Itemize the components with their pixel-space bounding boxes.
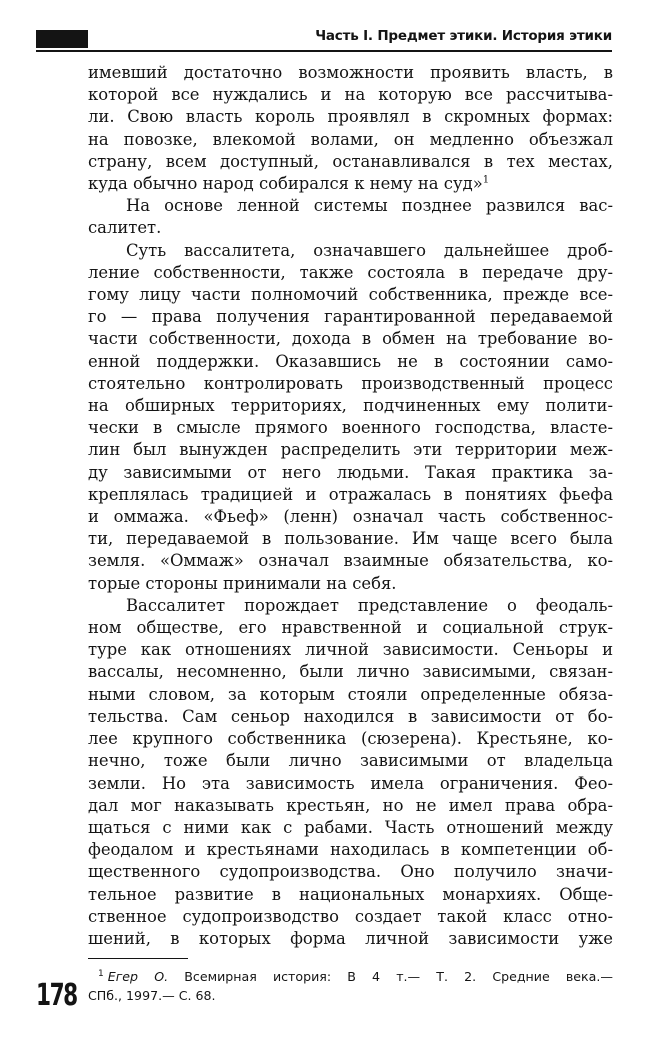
header-black-bar [36,30,88,48]
text-line: страну, всем доступный, останавливался в тех местах, [88,151,613,171]
text-line: ти, передаваемой в пользование. Им чаще всего была [88,529,613,549]
paragraph [88,195,613,239]
text-line: чески в смысле прямого военного господства, власте- [88,418,613,438]
text-line: ными словом, за которым стояли определенные обяза- [88,684,613,704]
text-line: нечно, тоже были лично зависимыми от владельца [88,751,613,771]
text-line: которой все нуждались и на которую все рассчитыва- [88,85,613,105]
text-line: лин был вынужден распределить эти территории меж- [88,440,613,460]
text-line: феодалом и крестьянами находилась в компетенции об- [88,840,613,860]
text-line: ственное судопроизводство создает такой класс отно- [88,906,613,926]
text-line: шений, в которых форма личной зависимости уже [88,928,613,948]
text-line: земли. Но эта зависимость имела ограничения. Фео- [88,773,613,793]
footnote-author: Егер О. [107,969,169,985]
text-line: на обширных территориях, подчиненных ему полити- [88,396,613,416]
text-line: на повозке, влекомой волами, он медленно объезжал [88,129,613,149]
text-line: дал мог наказывать крестьян, но не имел права обра- [88,795,613,815]
text-line: щественного судопроизводства. Оно получило значи- [88,862,613,882]
text-line: ду зависимыми от него людьми. Такая практика за- [88,462,613,482]
text-line: салитет. [88,218,162,238]
running-header-title: Часть I. Предмет этики. История этики [315,28,612,44]
text-line: Суть вассалитета, означавшего дальнейшее дроб- [126,240,613,260]
body-text [88,62,613,950]
footnote [88,965,613,1005]
text-line: тельное развитие в национальных монархиях. Обще- [88,884,613,904]
text-line: Вассалитет порождает представление о феодаль- [126,595,613,615]
paragraph [88,62,613,195]
text-line: щаться с ними как с рабами. Часть отношений между [88,817,613,837]
text-line: туре как отношениях личной зависимости. Сеньоры и [88,640,613,660]
text-line: части собственности, дохода в обмен на требование во- [88,329,613,349]
footnote-separator [88,958,188,959]
text-line: ли. Свою власть король проявлял в скромных формах: [88,107,613,127]
text-line: имевший достаточно возможности проявить власть, в [88,63,613,82]
text-line: и оммажа. «Фьеф» (ленн) означал часть собственнос- [88,507,613,527]
footnote-reference[interactable]: 1 [482,174,490,186]
paragraph [88,240,613,595]
running-header [36,28,612,52]
text-line: го — права получения гарантированной передаваемой [88,307,613,327]
footnote-text-line-1: Всемирная история: В 4 т.— Т. 2. Средние века.— [184,969,613,985]
page-number: 178 [36,978,77,1013]
text-line: енной поддержки. Оказавшись не в состоянии само- [88,351,613,371]
paragraph [88,595,613,950]
footnote-text-line-2: СПб., 1997.— С. 68. [88,988,216,1004]
text-line: ление собственности, также состояла в передаче дру- [88,262,613,282]
text-line: земля. «Оммаж» означал взаимные обязательства, ко- [88,551,613,571]
text-line: гому лицу части полномочий собственника, прежде все- [88,285,613,305]
text-line: На основе ленной системы позднее развился вас- [126,196,613,216]
text-line: тельства. Сам сеньор находился в зависимости от бо- [88,706,613,726]
header-rule [36,50,612,52]
text-line: вассалы, несомненно, были лично зависимыми, связан- [88,662,613,682]
text-line: креплялась традицией и отражалась в понятиях фьефа [88,484,613,504]
text-line: куда обычно народ собирался к нему на суд»$^1$ [88,174,490,194]
text-line: стоятельно контролировать производственный процесс [88,373,613,393]
text-line: ном обществе, его нравственной и социальной струк- [88,618,613,638]
text-line: торые стороны принимали на себя. [88,573,397,593]
text-line: лее крупного собственника (сюзерена). Крестьяне, ко- [88,729,613,749]
footnote-number: 1 [98,969,104,979]
